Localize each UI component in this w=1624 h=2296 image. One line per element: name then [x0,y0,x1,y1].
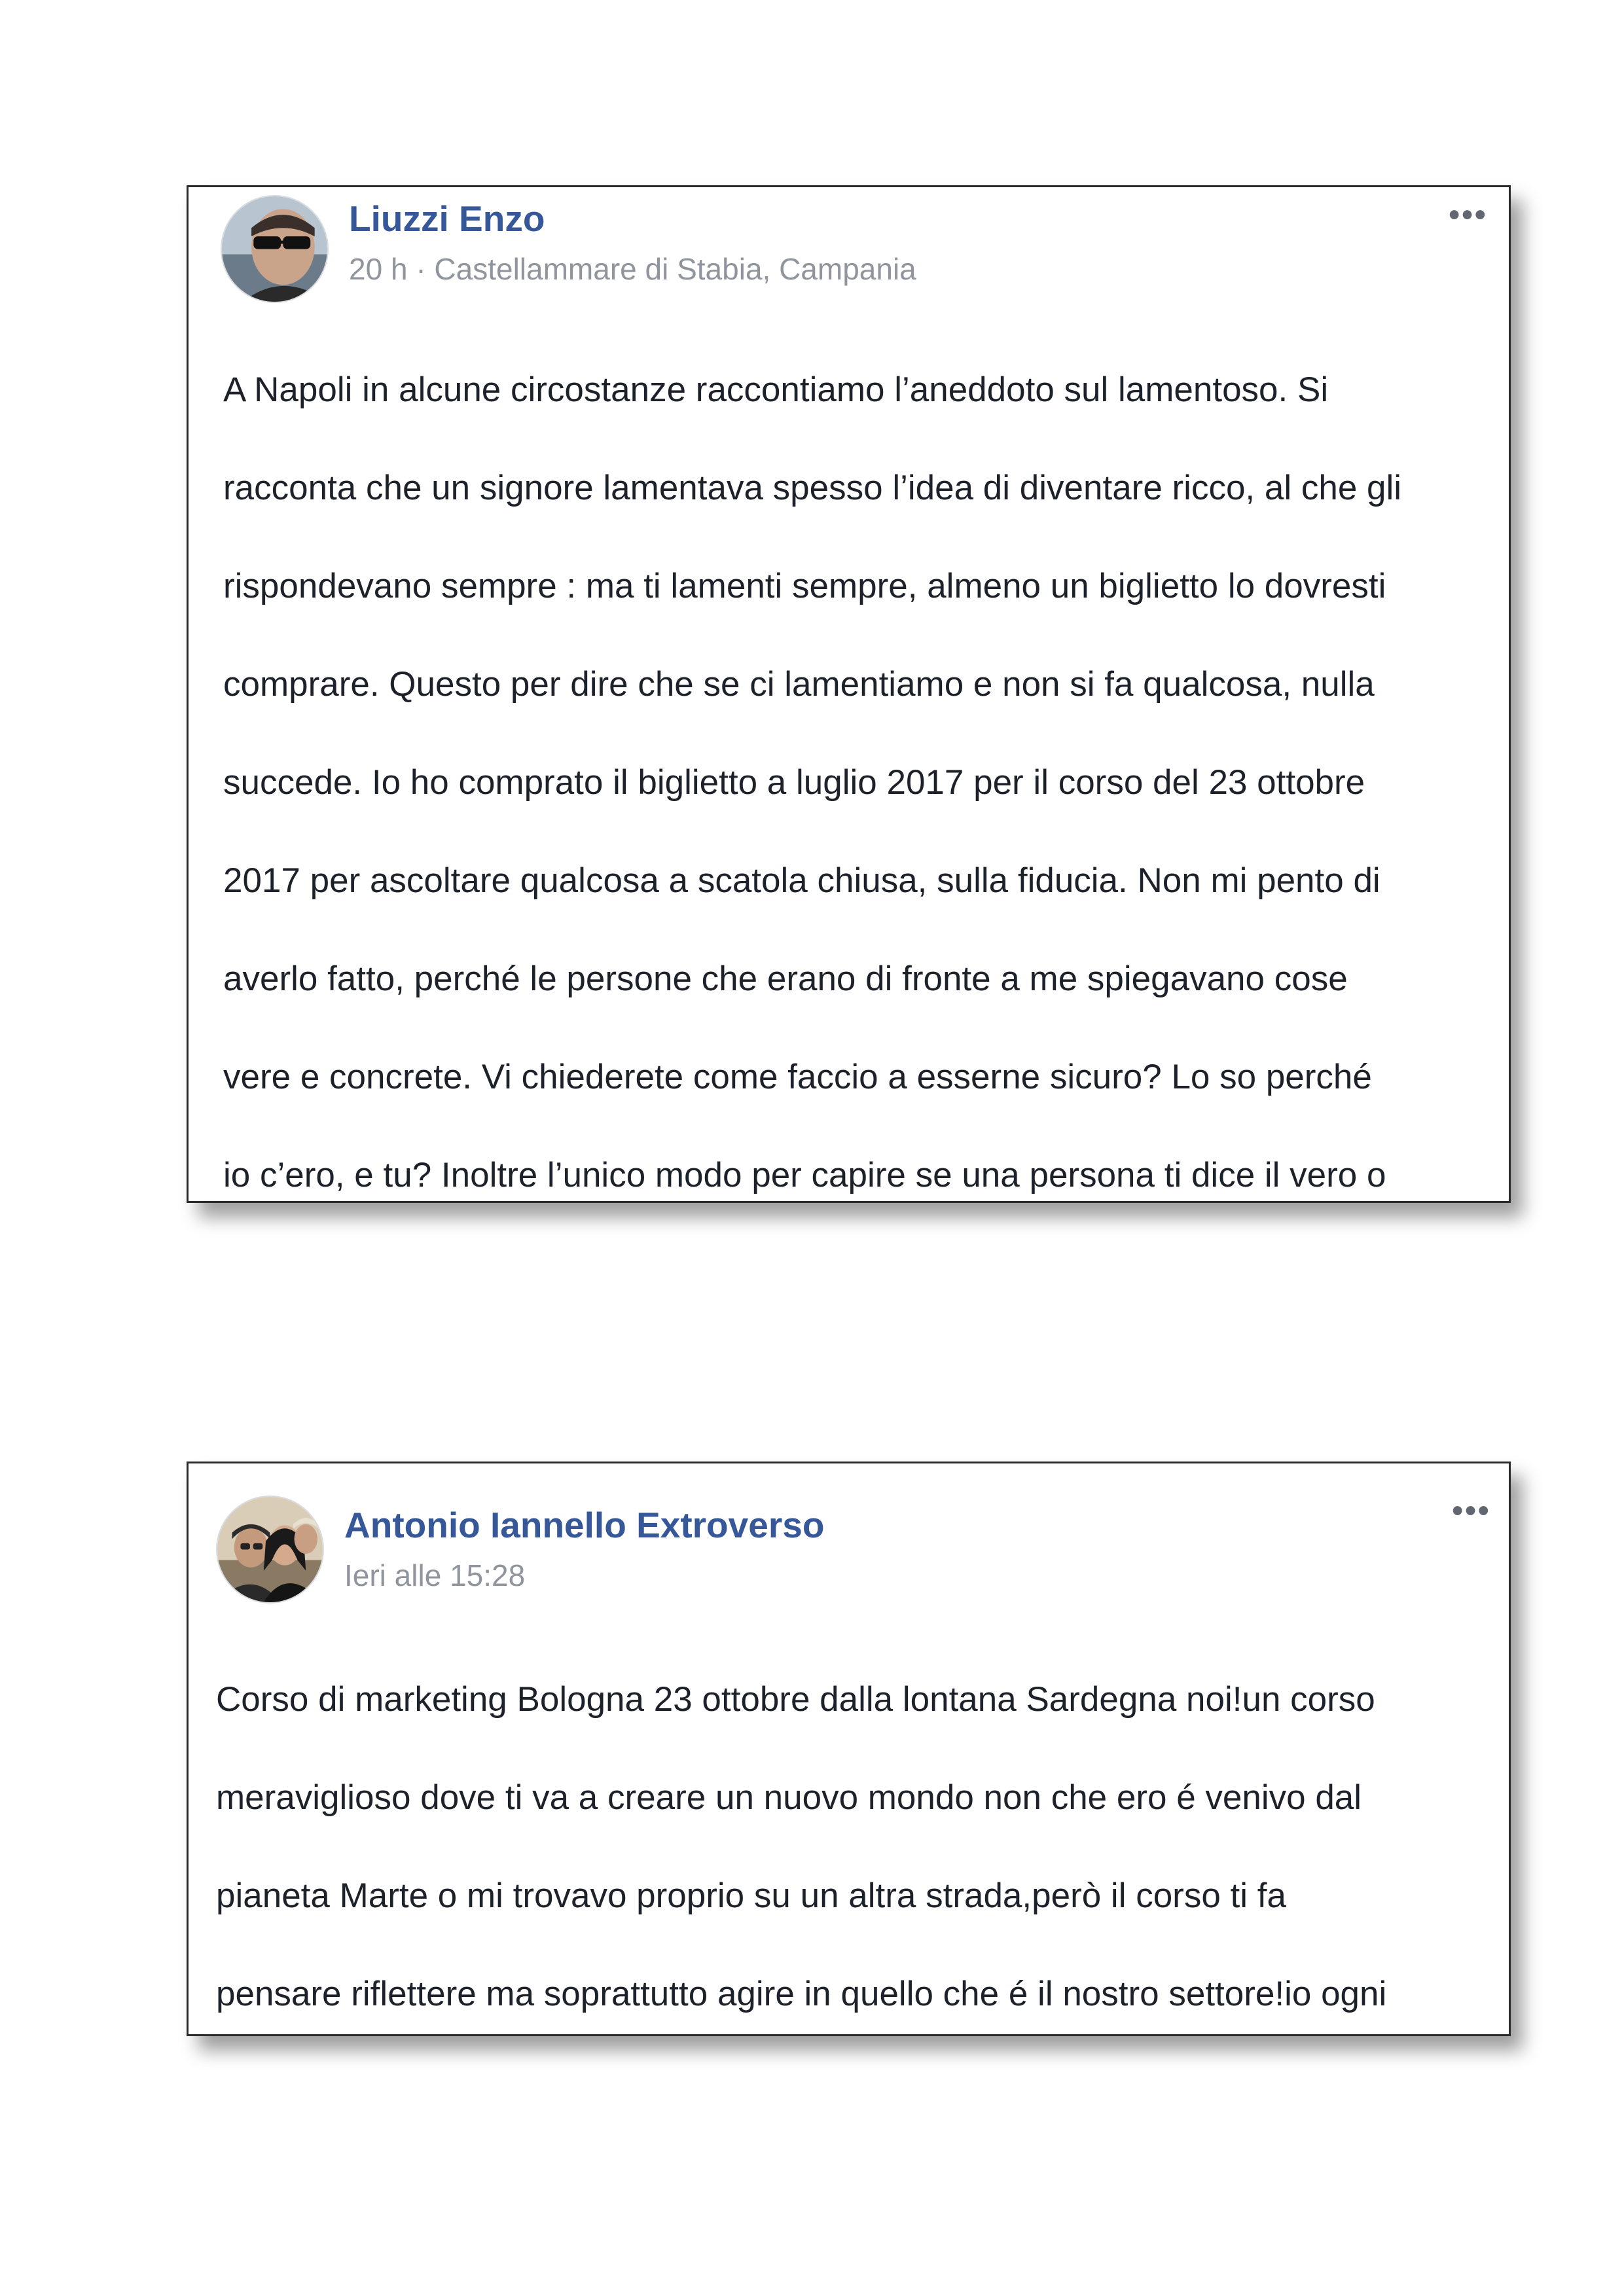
meta-separator: · [416,252,426,286]
avatar[interactable] [221,195,329,303]
post-time[interactable]: 20 h [349,252,408,286]
body-line: meraviglioso dove ti va a creare un nuovo mondo non che ero é venivo dal [216,1778,1362,1817]
avatar[interactable] [216,1496,324,1604]
body-line: A Napoli in alcune circostanze raccontiamo l’aneddoto sul lamentoso. Si [223,370,1329,409]
profile-photo-icon [222,196,327,302]
post-meta [349,253,916,286]
post-body [223,316,1493,1203]
body-line: averlo fatto, perché le persone che erano di fronte a me spiegavano cose [223,960,1348,998]
more-options-icon[interactable]: ••• [1452,1493,1491,1528]
post-meta [344,1559,525,1592]
body-line: io c’ero, e tu? Inoltre l’unico modo per capire se una persona ti dice il vero o [223,1156,1386,1194]
body-line: Corso di marketing Bologna 23 ottobre dalla lontana Sardegna noi!un corso [216,1680,1375,1719]
body-line: vere e concrete. Vi chiederete come faccio a esserne sicuro? Lo so perché [223,1058,1372,1096]
post-time[interactable]: Ieri alle 15:28 [344,1558,526,1592]
post-card-iannello [187,1462,1511,2036]
body-line: comprare. Questo per dire che se ci lamentiamo e non si fa qualcosa, nulla [223,665,1375,704]
body-line: succede. Io ho comprato il biglietto a luglio 2017 per il corso del 23 ottobre [223,763,1365,802]
author-name[interactable]: Liuzzi Enzo [349,198,545,239]
body-line: rispondevano sempre : ma ti lamenti sempre, almeno un biglietto lo dovresti [223,567,1386,605]
body-line: pianeta Marte o mi trovavo proprio su un altra strada,però il corso ti fa [216,1876,1286,1915]
body-line: 2017 per ascoltare qualcosa a scatola chiusa, sulla fiducia. Non mi pento di [223,861,1380,900]
author-name[interactable]: Antonio Iannello Extroverso [344,1505,825,1545]
profile-photo-icon [217,1497,323,1602]
post-body [216,1626,1492,2036]
more-options-icon[interactable]: ••• [1449,197,1488,232]
body-line: pensare riflettere ma soprattutto agire in quello che é il nostro settore!io ogni [216,1975,1387,2013]
body-line: racconta che un signore lamentava spesso l’idea di diventare ricco, al che gli [223,469,1402,507]
post-location[interactable]: Castellammare di Stabia, Campania [434,252,916,286]
post-card-liuzzi [187,185,1511,1203]
